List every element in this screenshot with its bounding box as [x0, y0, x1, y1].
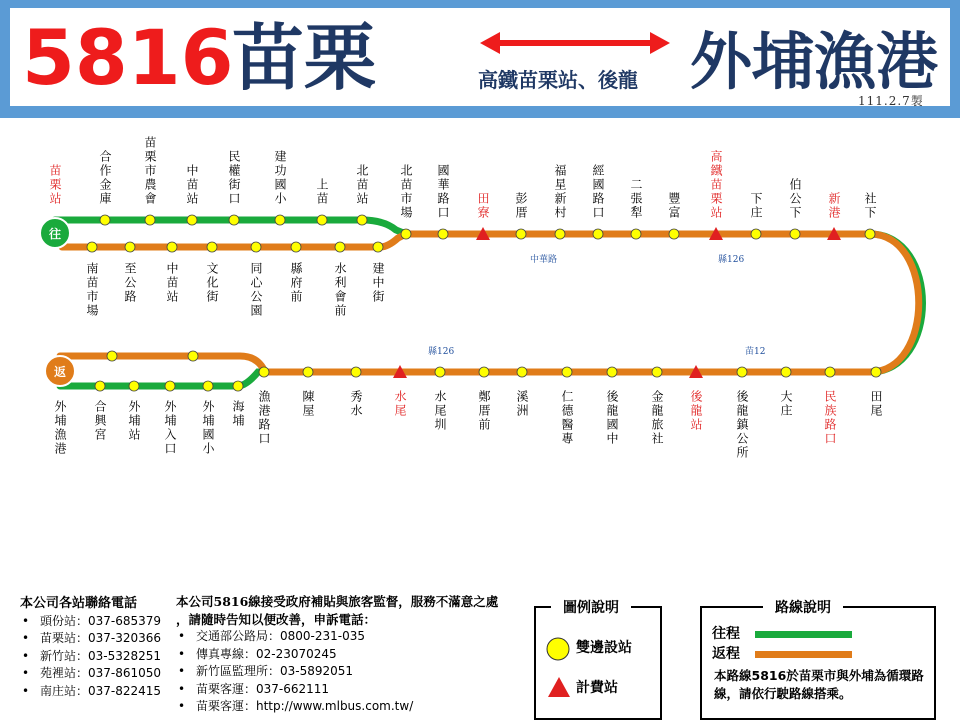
- route-number: 5816: [22, 13, 234, 102]
- route-info-title: 路線說明: [763, 597, 843, 617]
- complaint-notice: [176, 593, 532, 716]
- stop-label: 中苗站: [185, 164, 199, 206]
- stop-label: 民族路口: [823, 390, 837, 446]
- road-label: 苗12: [745, 347, 766, 357]
- legend-title: 圖例說明: [551, 597, 631, 617]
- stop-label: 經國路口: [591, 164, 605, 220]
- stop-label: 社下: [863, 192, 877, 220]
- station-phone: • 苗栗站：037-320366: [20, 630, 180, 648]
- inbound-label: 返程: [712, 646, 740, 662]
- stop-label: 田寮: [476, 192, 490, 220]
- stop-label: 二張犁: [629, 178, 643, 220]
- stop-label: 上苗: [315, 178, 329, 206]
- stop-label: 同心公園: [249, 262, 263, 318]
- outbound-line-sample: [755, 631, 852, 638]
- stop-label: 田尾: [869, 390, 883, 418]
- notice-line-2: ，請隨時告知以便改善，申訴電話：: [176, 611, 377, 627]
- destination-via: 高鐵苗栗站、後龍: [478, 68, 638, 92]
- stop-label: 外埔站: [127, 400, 141, 442]
- stop-label: 苗栗市農會: [143, 136, 157, 206]
- station-phone: • 頭份站：037-685379: [20, 613, 180, 631]
- road-label: 縣126: [428, 347, 455, 357]
- stop-label: 鄭厝前: [477, 390, 491, 432]
- stop-label: 福星新村: [553, 164, 567, 220]
- stop-label: 南苗市場: [85, 262, 99, 318]
- stop-label: 溪洲: [515, 390, 529, 418]
- stop-label: 國華路口: [436, 164, 450, 220]
- complaint-phone: • 新竹區監理所：03-5892051: [176, 663, 532, 681]
- legend-stop-label: 雙邊設站: [576, 640, 632, 656]
- stop-label: 建功國小: [273, 150, 287, 206]
- complaint-phone: • 苗栗客運：037-662111: [176, 681, 532, 699]
- stop-label: 民權街口: [227, 150, 241, 206]
- station-phone: • 南庄站：037-822415: [20, 683, 180, 701]
- stop-label: 縣府前: [289, 262, 303, 304]
- route-description: 本路線5816於苗栗市與外埔為循環路線，請依行駛路線搭乘。: [714, 668, 924, 701]
- stop-label: 中苗站: [165, 262, 179, 304]
- stop-label: 彭厝: [514, 192, 528, 220]
- stop-label: 陳屋: [301, 390, 315, 418]
- stop-label: 後龍國中: [605, 390, 619, 446]
- stop-label: 水利會前: [333, 262, 347, 318]
- notice-line-1: 本公司5816線接受政府補貼與旅客監督，服務不滿意之處: [176, 594, 499, 609]
- complaint-website: • 苗栗客運：http://www.mlbus.com.tw/: [176, 698, 532, 716]
- stop-circle-icon: [545, 636, 571, 662]
- outbound-label: 往程: [712, 626, 740, 642]
- stop-label: 後龍站: [689, 390, 703, 432]
- route-name: 苗栗: [232, 16, 377, 100]
- stop-label: 漁港路口: [257, 390, 271, 446]
- legend-box: [534, 606, 662, 720]
- station-contacts: [20, 595, 180, 700]
- stop-label: 至公路: [123, 262, 137, 304]
- stop-label: 新港: [827, 192, 841, 220]
- legend-fee-label: 計費站: [576, 680, 618, 696]
- inbound-terminal-label: 返: [53, 365, 67, 379]
- stop-label: 北苗市場: [399, 164, 413, 220]
- stop-label: 下庄: [749, 192, 763, 220]
- stop-label: 合興宮: [93, 400, 107, 442]
- destination-terminal: 外埔漁港: [690, 25, 939, 98]
- inbound-line-sample: [755, 651, 852, 658]
- stop-label: 外埔入口: [163, 400, 177, 456]
- complaint-phone: • 交通部公路局：0800-231-035: [176, 628, 532, 646]
- stop-label: 合作金庫: [98, 150, 112, 206]
- road-label: 縣126: [718, 255, 745, 265]
- complaint-phone: • 傳真專線：02-23070245: [176, 646, 532, 664]
- stop-label: 大庄: [779, 390, 793, 418]
- stop-label: 水尾圳: [433, 390, 447, 432]
- stop-label: 金龍旅社: [650, 390, 664, 446]
- stop-label: 苗栗站: [48, 164, 62, 206]
- stop-label: 豐富: [667, 192, 681, 220]
- stop-label: 後龍鎮公所: [735, 390, 749, 460]
- stop-label: 仁德醫專: [560, 390, 574, 446]
- fee-triangle-icon: [547, 676, 571, 698]
- stop-label: 高鐵苗栗站: [709, 150, 723, 220]
- station-phone: • 苑裡站：037-861050: [20, 665, 180, 683]
- stop-label: 秀水: [349, 390, 363, 418]
- stop-label: 水尾: [393, 390, 407, 418]
- stop-label: 海埔: [231, 400, 245, 428]
- stop-label: 外埔國小: [201, 400, 215, 456]
- road-label: 中華路: [530, 255, 558, 265]
- station-phone: • 新竹站：03-5328251: [20, 648, 180, 666]
- made-date: 111.2.7製: [858, 94, 924, 108]
- stop-label: 外埔漁港: [53, 400, 67, 456]
- stop-label: 建中街: [371, 262, 385, 304]
- stop-label: 文化街: [205, 262, 219, 304]
- station-contacts-title: 本公司各站聯絡電話: [20, 596, 138, 611]
- stop-label: 伯公下: [788, 178, 802, 220]
- outbound-terminal-label: 往: [48, 227, 62, 241]
- stop-label: 北苗站: [355, 164, 369, 206]
